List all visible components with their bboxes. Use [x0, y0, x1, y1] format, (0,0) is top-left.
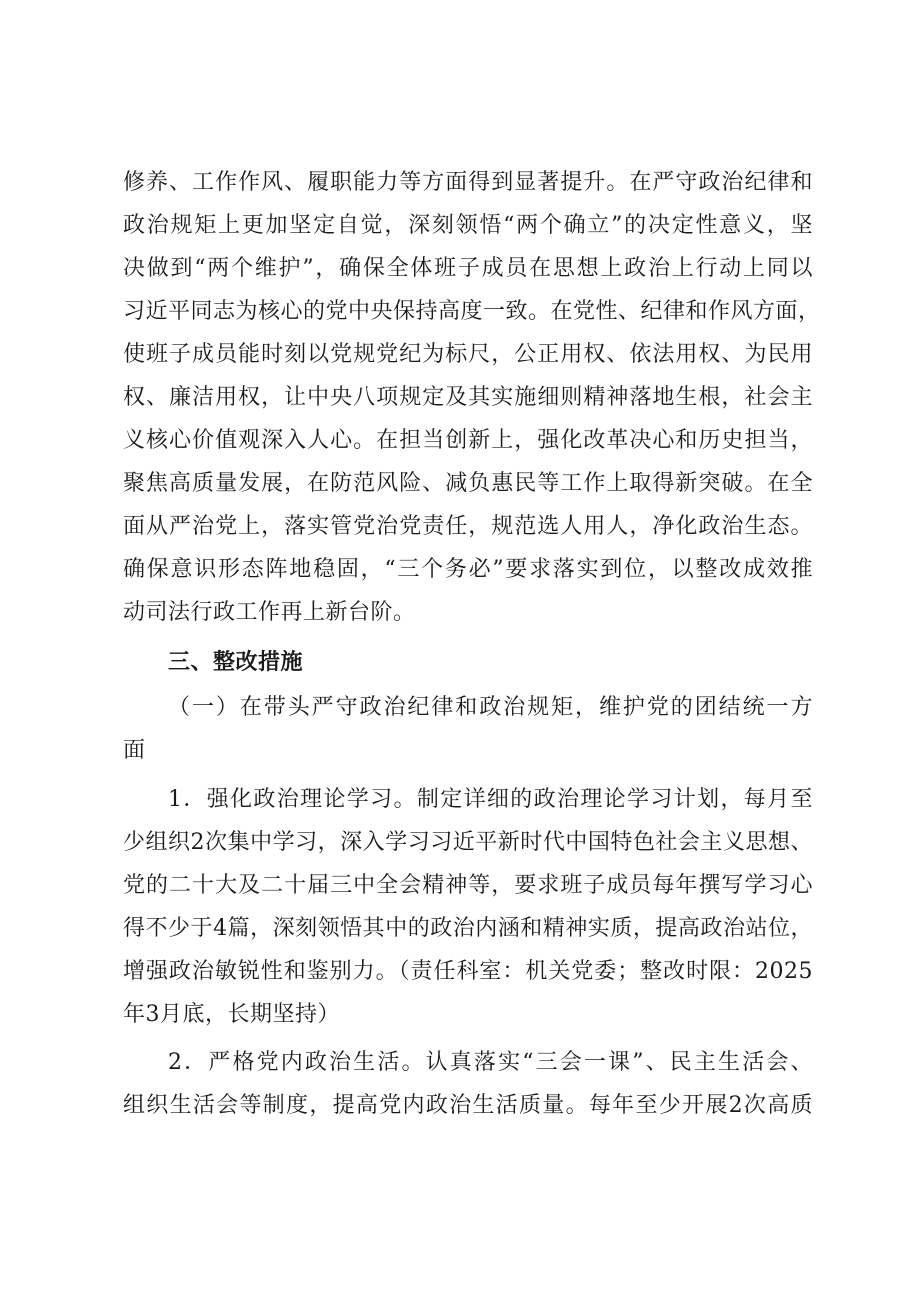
item-2-line: 2．严格党内政治生活。认真落实“三会一课”、民主生活会、	[168, 1050, 813, 1075]
paragraph-line: 权、廉洁用权，让中央八项规定及其实施细则精神落地生根，社会主	[123, 385, 813, 410]
item-1-line: 年3月底，长期坚持）	[123, 1002, 340, 1027]
paragraph-line: 使班子成员能时刻以党规党纪为标尺，公正用权、依法用权、为民用	[123, 342, 813, 367]
item-1-line: 得不少于4篇，深刻领悟其中的政治内涵和精神实质，提高政治站位，	[123, 916, 813, 941]
paragraph-line: 聚焦高质量发展，在防范风险、减负惠民等工作上取得新突破。在全	[123, 471, 813, 496]
item-1-line: 增强政治敏锐性和鉴别力。（责任科室：机关党委；整改时限：2025	[123, 959, 813, 984]
paragraph-line: 义核心价值观深入人心。在担当创新上，强化改革决心和历史担当，	[123, 428, 813, 453]
paragraph-line: 确保意识形态阵地稳固，“三个务必”要求落实到位，以整改成效推	[123, 557, 813, 582]
item-2-line: 组织生活会等制度，提高党内政治生活质量。每年至少开展2次高质	[123, 1093, 813, 1118]
paragraph-line: 面从严治党上，落实管党治党责任，规范选人用人，净化政治生态。	[123, 514, 813, 539]
subsection-heading: 面	[123, 738, 146, 763]
item-1-line: 1．强化政治理论学习。制定详细的政治理论学习计划，每月至	[168, 787, 813, 812]
paragraph-line: 习近平同志为核心的党中央保持高度一致。在党性、纪律和作风方面，	[123, 299, 821, 324]
paragraph-line: 修养、工作作风、履职能力等方面得到显著提升。在严守政治纪律和	[123, 170, 813, 195]
paragraph-line: 决做到“两个维护”，确保全体班子成员在思想上政治上行动上同以	[123, 256, 813, 281]
item-1-line: 党的二十大及二十届三中全会精神等，要求班子成员每年撰写学习心	[123, 873, 813, 898]
paragraph-line: 政治规矩上更加坚定自觉，深刻领悟“两个确立”的决定性意义，坚	[123, 213, 813, 238]
section-heading: 三、整改措施	[168, 650, 304, 675]
paragraph-line: 动司法行政工作再上新台阶。	[123, 600, 416, 625]
item-1-line: 少组织2次集中学习，深入学习习近平新时代中国特色社会主义思想、	[123, 830, 813, 855]
subsection-heading: （一）在带头严守政治纪律和政治规矩，维护党的团结统一方	[168, 695, 813, 720]
